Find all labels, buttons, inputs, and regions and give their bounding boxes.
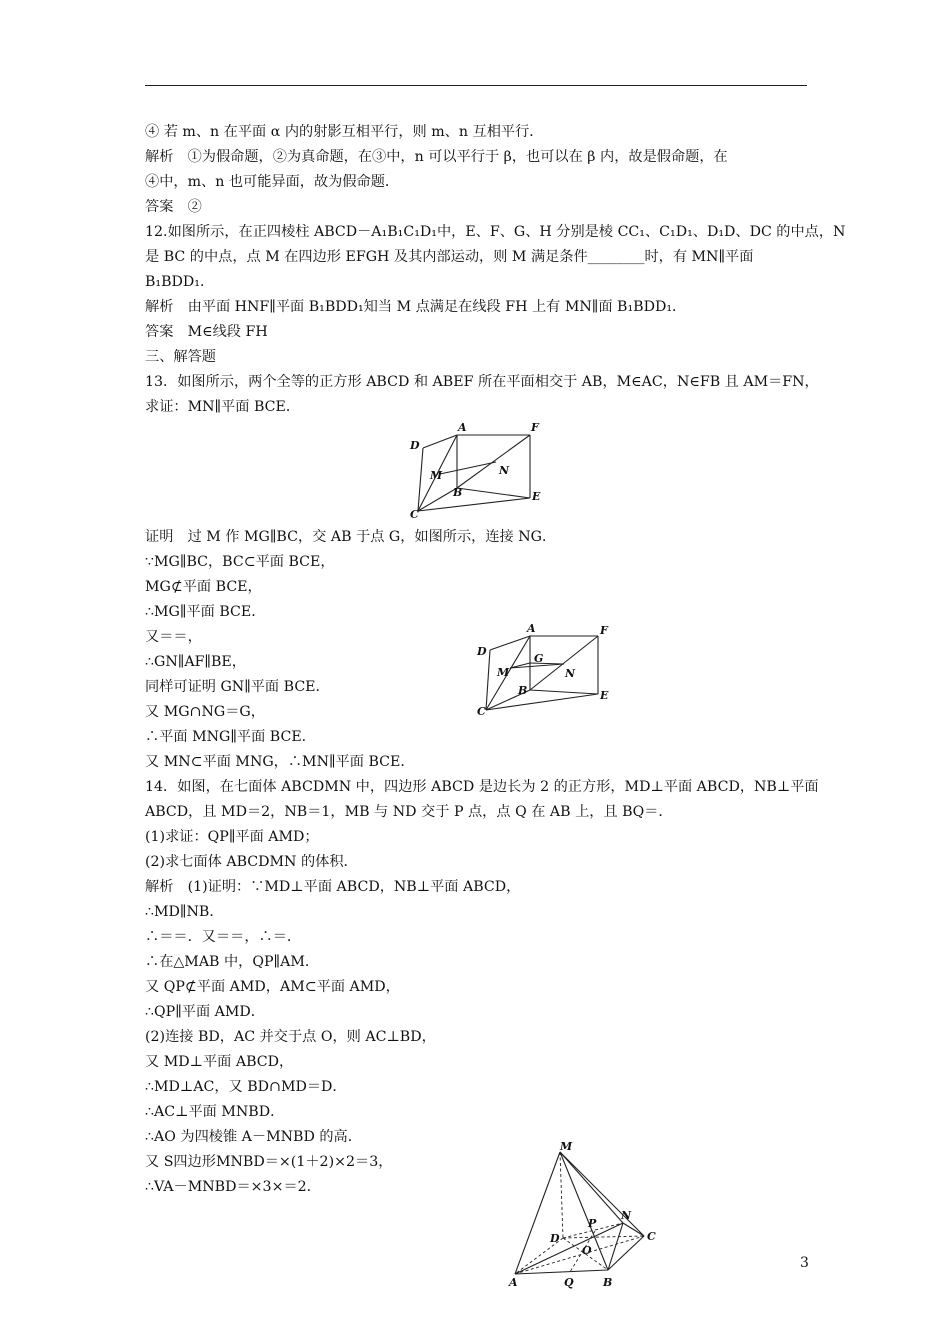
label-M: M [560,1140,573,1153]
text-line: 13．如图所示，两个全等的正方形 ABCD 和 ABEF 所在平面相交于 AB，M∈AC，N∈FB 且 AM＝FN， [145,374,819,390]
figure-squares-with-g [472,620,622,720]
edge-BE [530,690,598,694]
label-B: B [603,1276,613,1289]
edge-DC [563,1236,644,1238]
text-line: 同样可证明 GN∥平面 BCE． [145,679,330,695]
text-line: 又 MD⊥平面 ABCD， [145,1054,294,1070]
label-B: B [518,684,528,697]
label-D: D [477,645,487,658]
text-line: ∴AO 为四棱锥 A－MNBD 的高． [145,1129,362,1145]
segment-MN [440,462,496,474]
label-C: C [477,705,486,718]
text-line: 解析 由平面 HNF∥平面 B₁BDD₁知当 M 点满足在线段 FH 上有 MN∥面 B₁BDD₁． [145,299,687,315]
label-C: C [410,508,419,521]
text-line: ∴MG∥平面 BCE． [145,604,266,620]
text-line: 解析 (1)证明：∵MD⊥平面 ABCD，NB⊥平面 ABCD， [145,879,521,895]
label-D: D [410,439,420,452]
text-line: ∴GN∥AF∥BE， [145,654,246,670]
text-line: 又 MN⊂平面 MNG，∴MN∥平面 BCE． [145,754,415,770]
label-N: N [565,667,576,680]
label-E: E [600,689,609,702]
text-line: ④ 若 m、n 在平面 α 内的射影互相平行，则 m、n 互相平行． [145,124,544,140]
figure-squares [400,418,560,520]
text-line: ∴AC⊥平面 MNBD． [145,1104,285,1120]
label-A: A [527,622,536,635]
label-O: O [582,1244,592,1257]
text-line: 又 QP⊄平面 AMD，AM⊂平面 AMD， [145,979,400,995]
text-line: ABCD，且 MD＝2，NB＝1，MB 与 ND 交于 P 点，点 Q 在 AB 上，且 BQ＝． [145,804,673,820]
text-line: ∵MG∥BC，BC⊂平面 BCE， [145,554,335,570]
label-F: F [600,624,608,637]
text-line: ∴在△MAB 中，QP∥AM． [145,954,320,970]
label-M: M [430,469,443,482]
label-N: N [621,1209,632,1222]
text-line: (1)求证：QP∥平面 AMD； [145,829,319,845]
edge-DC [486,650,490,710]
edge-MC [560,1152,644,1236]
label-E: E [532,490,541,503]
text-line: 又 S四边形MNBD＝×(1＋2)×2＝3， [145,1154,393,1170]
text-line: 14．如图，在七面体 ABCDMN 中，四边形 ABCD 是边长为 2 的正方形，MD⊥平面 ABCD，NB⊥平面 [145,779,819,795]
edge-AB [515,1270,608,1274]
text-line: B₁BDD₁． [145,274,215,290]
section-heading: 三、解答题 [145,349,216,365]
label-G: G [534,652,544,665]
text-line: 12.如图所示，在正四棱柱 ABCD－A₁B₁C₁D₁中，E、F、G、H 分别是棱 CC₁、C₁D₁、D₁D、DC 的中点，N [145,224,846,240]
figure-heptahedron [500,1140,670,1290]
text-line: (2)求七面体 ABCDMN 的体积． [145,854,358,870]
text-line: 解析 ①为假命题，②为真命题，在③中，n 可以平行于 β，也可以在 β 内，故是假命题，在 [145,149,728,165]
label-C: C [647,1230,656,1243]
label-M: M [497,666,510,679]
edge-DA [490,636,530,650]
label-A: A [458,421,467,434]
text-line: MG⊄平面 BCE， [145,579,262,595]
label-F: F [531,421,539,434]
text-line: 证明 过 M 作 MG∥BC，交 AB 于点 G，如图所示，连接 NG． [145,529,557,545]
label-A: A [509,1276,518,1289]
edge-MN [560,1152,623,1223]
edge-FB [457,435,530,488]
text-line: ∴MD∥NB． [145,904,224,920]
label-Q: Q [564,1276,574,1289]
edge-CE [418,498,530,511]
label-D: D [550,1232,560,1245]
text-line: 又 MG∩NG＝G， [145,704,265,720]
text-line: ∴VA－MNBD＝×3×＝2． [145,1179,321,1195]
text-line: 答案 ② [145,199,202,215]
text-line: 答案 M∈线段 FH [145,324,268,340]
text-line: ④中，m、n 也可能异面，故为假命题． [145,174,400,190]
text-line: ∴QP∥平面 AMD． [145,1004,265,1020]
text-line: ∴＝＝．又＝＝，∴＝． [145,929,302,945]
edge-BE [457,488,530,498]
header-rule [145,85,807,86]
text-line: ∴MD⊥AC，又 BD∩MD＝D． [145,1079,347,1095]
text-line: 又＝＝， [145,629,202,645]
page-number: 3 [800,1255,809,1271]
text-line: 求证：MN∥平面 BCE． [145,399,301,415]
text-line: ∴平面 MNG∥平面 BCE． [145,729,316,745]
label-B: B [453,486,463,499]
text-line: 是 BC 的中点，点 M 在四边形 EFGH 及其内部运动，则 M 满足条件________时，有 MN∥平面 [145,249,754,265]
text-line: (2)连接 BD，AC 并交于点 O，则 AC⊥BD， [145,1029,436,1045]
label-N: N [499,464,510,477]
label-P: P [588,1217,597,1230]
edge-MD [560,1152,563,1238]
